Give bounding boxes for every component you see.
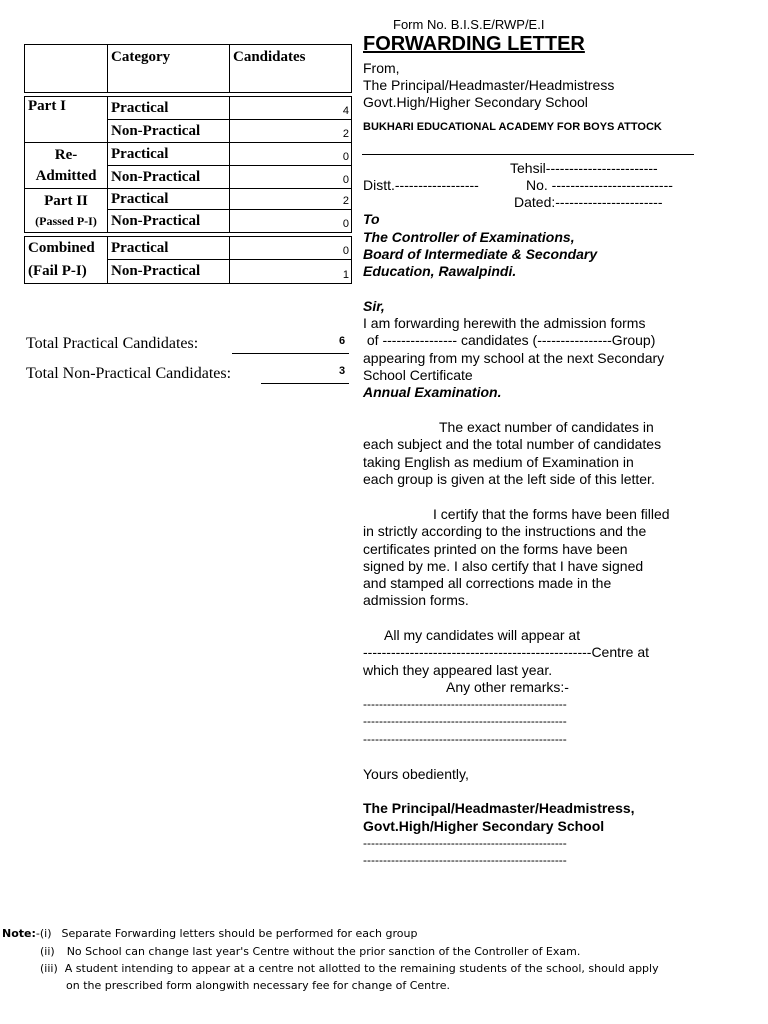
table-row [25,189,352,210]
from-line-1: The Principal/Headmaster/Headmistress [363,77,615,93]
candidates-cell: 4 [230,97,352,120]
total-nonpractical-underline [261,383,349,384]
table-header-blank [25,45,108,93]
table-row [25,237,352,260]
signature-blank-lines: --------------------------------------------------- --------------------------------------------------- [363,836,567,867]
note-2: (ii) No School can change last year's Centre without the prior sanction of the Controller of Exam. [40,945,581,958]
school-name: BUKHARI EDUCATIONAL ACADEMY FOR BOYS ATTOCK [363,121,662,133]
category-cell: Non-Practical [108,210,230,233]
table-row [25,97,352,120]
address-line-3: Education, Rawalpindi. [363,263,517,279]
closing: Yours obediently, [363,766,469,782]
from-label: From, [363,60,400,76]
candidates-cell: 0 [230,166,352,189]
paragraph-3: I certify that the forms have been filled in strictly according to the instructions and the certificates printed on the forms have been signed by me. I also certify that I have signed and stamped all corrections made in the admission forms. [363,506,670,609]
candidates-cell: 0 [230,210,352,233]
category-cell: Non-Practical [108,166,230,189]
category-cell: Practical [108,97,230,120]
candidates-cell: 0 [230,143,352,166]
page-title: FORWARDING LETTER [363,33,585,55]
group-label-readmitted: Re- Admitted [25,143,108,189]
total-practical-underline [232,353,349,354]
signature-line-1: The Principal/Headmaster/Headmistress, [363,800,635,816]
category-cell: Practical [108,143,230,166]
paragraph-4: All my candidates will appear at -------------------------------------------------Centre at which they appeared last year. Any other remarks:- --------------------------------------------------- --------------------------------------------------- --------------------------------------------------- [363,627,650,746]
salutation: Sir, [363,298,385,314]
group-label-combined: Combined (Fail P-I) [25,237,108,284]
table-header-category: Category [108,45,230,93]
school-underline [362,154,694,155]
candidates-cell: 2 [230,189,352,210]
candidates-table [24,44,352,284]
to-label: To [363,211,380,227]
paragraph-2: The exact number of candidates in each subject and the total number of candidates taking English as medium of Examination in each group is given at the left side of this letter. [363,419,662,487]
form-number: Form No. B.I.S.E/RWP/E.I [393,17,545,32]
category-cell: Practical [108,189,230,210]
total-practical-value: 6 [339,335,346,347]
total-nonpractical-label: Total Non-Practical Candidates: [26,365,232,382]
total-nonpractical-value: 3 [339,365,346,377]
candidates-cell: 1 [230,260,352,284]
group-label-part-i: Part I [25,97,108,143]
note-1: Note:-(i) Separate Forwarding letters should be performed for each group [2,927,418,940]
total-practical-label: Total Practical Candidates: [26,335,199,352]
table-header-candidates: Candidates [230,45,352,93]
number-field: No. -------------------------- [526,177,673,193]
table-row [25,143,352,166]
distt-field: Distt.------------------ [363,177,479,193]
candidates-cell: 0 [230,237,352,260]
group-label-part-ii: Part II (Passed P-I) [25,189,108,233]
address-line-1: The Controller of Examinations, [363,229,575,245]
tehsil-field: Tehsil------------------------ [510,160,658,176]
note-3-continued: on the prescribed form alongwith necessary fee for change of Centre. [66,979,450,992]
paragraph-1: I am forwarding herewith the admission forms of ---------------- candidates (----------------Group) appearing from my school at the next Secondary School Certificate Annual Examination. [363,315,665,401]
from-line-2: Govt.High/Higher Secondary School [363,94,588,110]
signature-line-2: Govt.High/Higher Secondary School [363,818,605,834]
note-3: (iii) A student intending to appear at a centre not allotted to the remaining students of the school, should apply [40,962,659,975]
address-line-2: Board of Intermediate & Secondary [363,246,598,262]
dated-field: Dated:----------------------- [514,194,663,210]
candidates-cell: 2 [230,120,352,143]
category-cell: Non-Practical [108,260,230,284]
category-cell: Non-Practical [108,120,230,143]
category-cell: Practical [108,237,230,260]
